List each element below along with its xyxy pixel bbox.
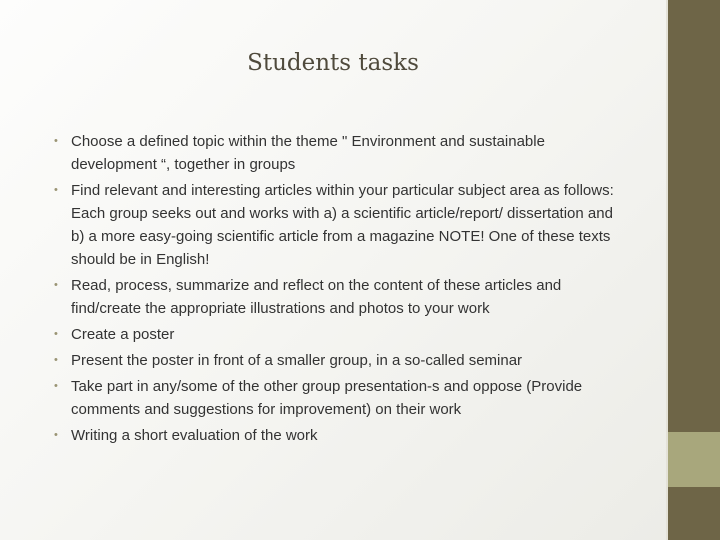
bullet-icon: • [54, 279, 58, 291]
bullet-icon: • [54, 184, 58, 196]
bullet-icon: • [54, 354, 58, 366]
task-list [52, 130, 627, 450]
list-item [52, 130, 627, 176]
bullet-icon: • [54, 135, 58, 147]
list-item-text: Choose a defined topic within the theme " Environment and sustainable development “, together in groups [71, 133, 545, 173]
list-item [52, 349, 627, 372]
bullet-icon: • [54, 328, 58, 340]
list-item [52, 375, 627, 421]
list-item-text: Find relevant and interesting articles within your particular subject area as follows: Each group seeks out and works with a) a scientific article/report/ dissertation and b) a more easy-going scientific article from a magazine NOTE! One of these texts should be in English! [71, 182, 614, 268]
list-item [52, 179, 627, 271]
bullet-icon: • [54, 380, 58, 392]
sidebar-accent-block [668, 432, 720, 487]
list-item-text: Writing a short evaluation of the work [71, 427, 318, 444]
list-item [52, 424, 627, 447]
list-item-text: Take part in any/some of the other group presentation-s and oppose (Provide comments and suggestions for improvement) on their work [71, 378, 583, 418]
list-item [52, 323, 627, 346]
bullet-icon: • [54, 429, 58, 441]
list-item [52, 274, 627, 320]
list-item-text: Read, process, summarize and reflect on the content of these articles and find/create the appropriate illustrations and photos to your work [71, 277, 562, 317]
list-item-text: Present the poster in front of a smaller group, in a so-called seminar [71, 352, 523, 369]
slide-title: Students tasks [247, 50, 419, 76]
list-item-text: Create a poster [71, 326, 175, 343]
